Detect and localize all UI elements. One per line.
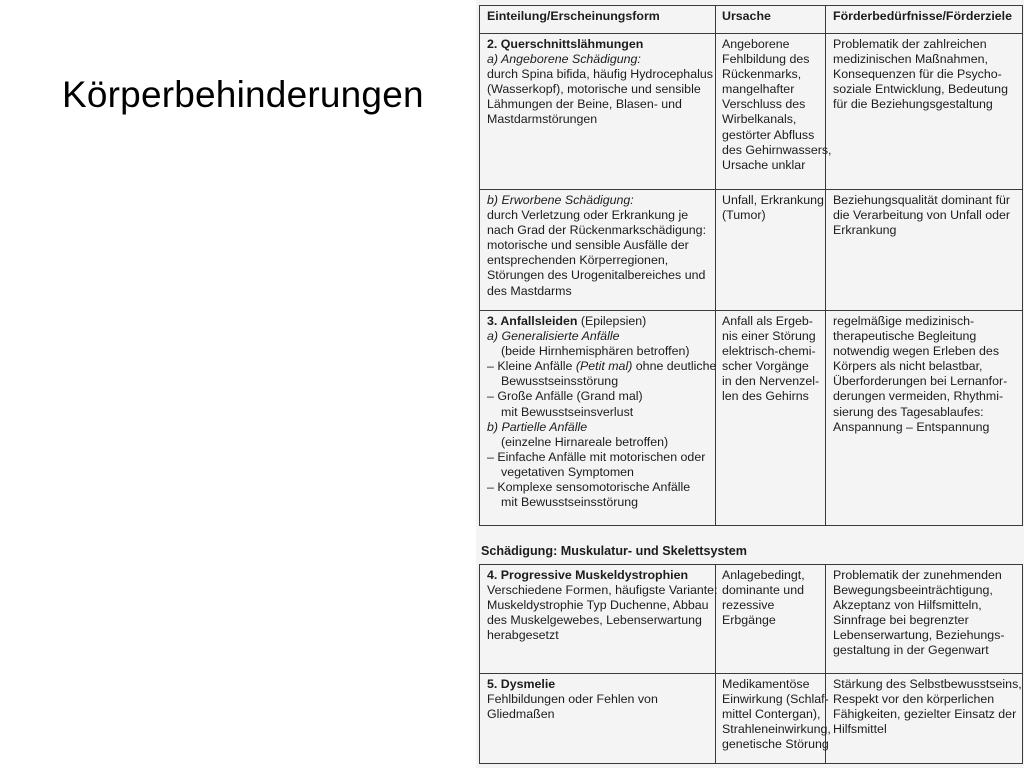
support-goal-line: soziale Entwicklung, Bedeutung xyxy=(833,82,1008,97)
header-cell-support-goals: Förderbedürfnisse/Förderziele xyxy=(826,6,1023,34)
cause-line: mittel Contergan), xyxy=(722,707,821,722)
cause-line: elektrisch-chemi- xyxy=(722,344,816,359)
support-goal-line: medizinischen Maßnahmen, xyxy=(833,52,988,67)
cause-line: in den Nervenzel- xyxy=(722,374,820,389)
support-goal-line: die Verarbeitung von Unfall oder xyxy=(833,208,1011,223)
table-header-row xyxy=(480,6,1023,34)
classification-line: Störungen des Urogenitalbereiches und xyxy=(487,268,706,283)
table-row xyxy=(480,190,1023,311)
cause-line: (Tumor) xyxy=(722,208,766,223)
support-goal-line: derungen vermeiden, Rhythmi- xyxy=(833,389,1004,404)
cause-line: Unfall, Erkrankung xyxy=(722,193,824,207)
cause-line: Medikamentöse xyxy=(722,677,810,691)
support-goal-line: für die Beziehungsgestaltung xyxy=(833,97,993,112)
header-cell-cause: Ursache xyxy=(716,6,826,34)
section-heading: Schädigung: Muskulatur- und Skelettsystem xyxy=(481,544,747,558)
support-goal-line: Bewegungsbeeinträchtigung, xyxy=(833,583,993,598)
classification-line: (einzelne Hirnareale betroffen) xyxy=(501,434,669,449)
cause-line: Anlagebedingt, xyxy=(722,568,805,582)
header-cell-classification: Einteilung/Erscheinungsform xyxy=(480,6,716,34)
cause-line: Wirbelkanals, xyxy=(722,112,797,127)
slide-title: Körperbehinderungen xyxy=(62,74,424,115)
classification-line: 4. Progressive Muskeldystrophien xyxy=(487,568,689,582)
classification-line: 5. Dysmelie xyxy=(487,677,556,691)
classification-line: – Komplexe sensomotorische Anfälle xyxy=(487,480,691,495)
classification-line: motorische und sensible Ausfälle der xyxy=(487,238,689,253)
support-goal-line: gestaltung in der Gegenwart xyxy=(833,643,989,658)
classification-line: 3. Anfallsleiden (Epilepsien) xyxy=(487,314,647,328)
cause-line: nis einer Störung xyxy=(722,329,816,344)
classification-line: des Mastdarms xyxy=(487,283,572,298)
cause-line: Erbgänge xyxy=(722,613,776,628)
cause-line: Rückenmarks, xyxy=(722,67,802,82)
classification-cell xyxy=(480,34,716,190)
classification-line: Bewusstseinsstörung xyxy=(501,374,619,389)
classification-line: a) Generalisierte Anfälle xyxy=(487,329,620,344)
classification-line: mit Bewusstseinsverlust xyxy=(501,404,634,419)
support-goals-cell xyxy=(826,34,1023,190)
support-goal-line: Problematik der zahlreichen xyxy=(833,37,987,51)
support-goal-line: Körpers als nicht belastbar, xyxy=(833,359,983,374)
classification-line: mit Bewusstseinsstörung xyxy=(501,495,639,510)
classification-line: durch Verletzung oder Erkrankung je xyxy=(487,208,689,223)
support-goal-line: Erkrankung xyxy=(833,223,897,238)
classification-line: Fehlbildungen oder Fehlen von xyxy=(487,692,658,707)
cause-line: genetische Störung xyxy=(722,737,829,752)
classification-line: nach Grad der Rückenmarkschädigung: xyxy=(487,223,707,238)
classification-line: durch Spina bifida, häufig Hydrocephalus xyxy=(487,67,713,82)
cause-line: Strahleneinwirkung, xyxy=(722,722,831,737)
classification-line: b) Partielle Anfälle xyxy=(487,419,588,434)
support-goal-line: Beziehungsqualität dominant für xyxy=(833,193,1011,207)
classification-line: Verschiedene Formen, häufigste Variante: xyxy=(487,583,718,598)
classification-line: entsprechenden Körperregionen, xyxy=(487,253,669,268)
support-goal-line: therapeutische Begleitung xyxy=(833,329,977,344)
scanned-table-page xyxy=(476,0,1024,768)
classification-line: herabgesetzt xyxy=(487,628,559,643)
classification-line: vegetativen Symptomen xyxy=(501,464,634,479)
classification-line: Mastdarmstörungen xyxy=(487,112,598,127)
cause-line: Fehlbildung des xyxy=(722,52,810,67)
support-goal-line: Problematik der zunehmenden xyxy=(833,568,1002,582)
cause-line: des Gehirnwassers, xyxy=(722,142,832,157)
cause-line: rezessive xyxy=(722,598,775,613)
cause-line: len des Gehirns xyxy=(722,389,809,404)
support-goal-line: Respekt vor den körperlichen xyxy=(833,692,995,707)
cause-line: gestörter Abfluss xyxy=(722,127,815,142)
table-row xyxy=(480,565,1023,674)
support-goals-cell xyxy=(826,565,1023,674)
disability-table-1 xyxy=(479,5,1023,526)
support-goal-line: Konsequenzen für die Psycho- xyxy=(833,67,1002,82)
cause-line: Einwirkung (Schlaf- xyxy=(722,692,829,707)
cause-line: Angeborene xyxy=(722,37,790,51)
classification-cell xyxy=(480,190,716,311)
cause-line: dominante und xyxy=(722,583,804,598)
classification-line: Muskeldystrophie Typ Duchenne, Abbau xyxy=(487,598,709,613)
support-goal-line: Überforderungen bei Lernanfor- xyxy=(833,374,1008,389)
cause-line: Ursache unklar xyxy=(722,157,806,172)
support-goals-cell xyxy=(826,190,1023,311)
cause-cell xyxy=(716,565,826,674)
cause-line: scher Vorgänge xyxy=(722,359,809,374)
cause-cell xyxy=(716,34,832,190)
classification-line: (Wasserkopf), motorische und sensible xyxy=(487,82,701,97)
cause-cell xyxy=(716,190,826,311)
support-goal-line: Sinnfrage bei begrenzter xyxy=(833,613,969,628)
classification-line: (beide Hirnhemisphären betroffen) xyxy=(501,344,690,359)
table-row xyxy=(480,34,1023,190)
cause-line: Verschluss des xyxy=(722,97,806,112)
support-goal-line: sierung des Tagesablaufes: xyxy=(833,404,984,419)
support-goal-line: Lebenserwartung, Beziehungs- xyxy=(833,628,1005,643)
classification-line: 2. Querschnittslähmungen xyxy=(487,37,644,51)
support-goal-line: regelmäßige medizinisch- xyxy=(833,314,975,328)
support-goal-line: Stärkung des Selbstbewusstseins, xyxy=(833,677,1022,691)
classification-line: – Einfache Anfälle mit motorischen oder xyxy=(487,449,706,464)
classification-line: b) Erworbene Schädigung: xyxy=(487,193,634,207)
cause-cell xyxy=(716,674,831,764)
support-goals-cell xyxy=(826,311,1023,526)
cause-cell xyxy=(716,311,826,526)
support-goal-line: notwendig wegen Erleben des xyxy=(833,344,1000,359)
classification-line: des Muskelgewebes, Lebenserwartung xyxy=(487,613,702,628)
disability-table-2 xyxy=(479,564,1023,764)
support-goal-line: Akzeptanz von Hilfsmitteln, xyxy=(833,598,982,613)
support-goal-line: Hilfsmittel xyxy=(833,722,887,737)
classification-cell xyxy=(480,311,716,526)
classification-line: Gliedmaßen xyxy=(487,707,555,722)
classification-line: – Kleine Anfälle (Petit mal) ohne deutliche xyxy=(487,359,717,374)
table-row xyxy=(480,311,1023,526)
classification-line: – Große Anfälle (Grand mal) xyxy=(487,389,643,404)
classification-line: a) Angeborene Schädigung: xyxy=(487,52,641,67)
support-goal-line: Anspannung – Entspannung xyxy=(833,419,990,434)
classification-line: Lähmungen der Beine, Blasen- und xyxy=(487,97,682,112)
classification-cell xyxy=(480,674,716,764)
support-goal-line: Fähigkeiten, gezielter Einsatz der xyxy=(833,707,1017,722)
cause-line: mangelhafter xyxy=(722,82,795,97)
classification-cell xyxy=(480,565,716,674)
cause-line: Anfall als Ergeb- xyxy=(722,314,813,328)
support-goals-cell xyxy=(826,674,1023,764)
table-row xyxy=(480,674,1023,764)
